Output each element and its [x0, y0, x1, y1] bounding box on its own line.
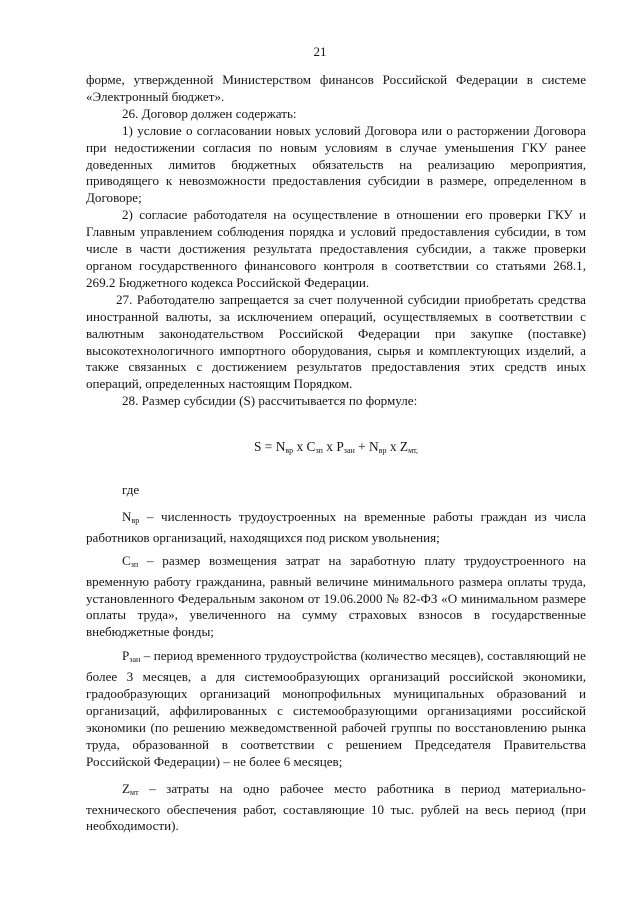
paragraph-26: 26. Договор должен содержать:: [122, 105, 297, 121]
paragraph-28: 28. Размер субсидии (S) рассчитывается по формуле:: [122, 393, 418, 409]
definition-z: $Z_{мт}$ – затраты на одно рабочее место работника в период материально-технического обеспечения работ, составляющие 10 тыс. рублей на весь период (при необходимости).: [86, 780, 586, 834]
definition-c: $C_{зп}$ – размер возмещения затрат на заработную плату трудоустроенного на временную работу гражданина, равный величине минимального размера оплаты труда, установленного Федеральным законом от 19.06.2000 № 82-ФЗ «О минимальном размере оплаты труда», увеличенного на сумму страховых взносов в государственные внебюджетные фонды;: [86, 552, 586, 640]
paragraph-26-2: 2) согласие работодателя на осуществление в отношении его проверки ГКУ и Главным управлением соблюдения порядка и условий предоставления субсидии, в том числе в части достижения результата предоставления субсидии, а также проверки органом государственного финансового контроля в соответствии со статьями 268.1, 269.2 Бюджетного кодекса Российской Федерации.: [86, 207, 586, 290]
paragraph-26-1: 1) условие о согласовании новых условий Договора или о расторжении Договора при недостижении согласия по новым условиям в случае уменьшения ГКУ ранее доведенных лимитов бюджетных обязательств на реализацию мероприятия, приводящего к невозможности предоставления субсидии в размере, определенном в Договоре;: [86, 122, 586, 206]
subsidy-formula: $S = N_{вр}$ x $C_{зп}$ x $P_{зан} + N_{вр}$ x $Z_{мт,}$: [254, 439, 419, 456]
definition-p: $P_{зан}$ – период временного трудоустройства (количество месяцев), составляющий не более 3 месяцев, а для системообразующих организаций российской экономики, градообразующих организаций монопрофильных муниципальных образований и организаций, аффилированных с системообразующими организациями российской экономики (по решению межведомственной рабочей группы по восстановлению рынка труда, образованной в соответствии с решением Председателя Правительства Российской Федерации) – не более 6 месяцев;: [86, 648, 586, 769]
definition-n: $N_{вр}$ – численность трудоустроенных на временные работы граждан из числа работников организаций, находящихся под риском увольнения;: [86, 508, 586, 545]
paragraph-27: 27. Работодателю запрещается за счет полученной субсидии приобретать средства иностранной валюты, за исключением операций, осуществляемых в соответствии с валютным законодательством Российской Федерации при закупке (поставке) высокотехнологичного импортного оборудования, сырья и комплектующих изделий, а также связанных с достижением результатов предоставления этих средств иных операций, определенных настоящим Порядком.: [86, 291, 586, 392]
where-label: где: [122, 482, 140, 498]
document-body: [86, 72, 586, 835]
page-number: 21: [313, 44, 327, 59]
paragraph-continuation: форме, утвержденной Министерством финансов Российской Федерации в системе «Электронный бюджет».: [86, 72, 586, 104]
